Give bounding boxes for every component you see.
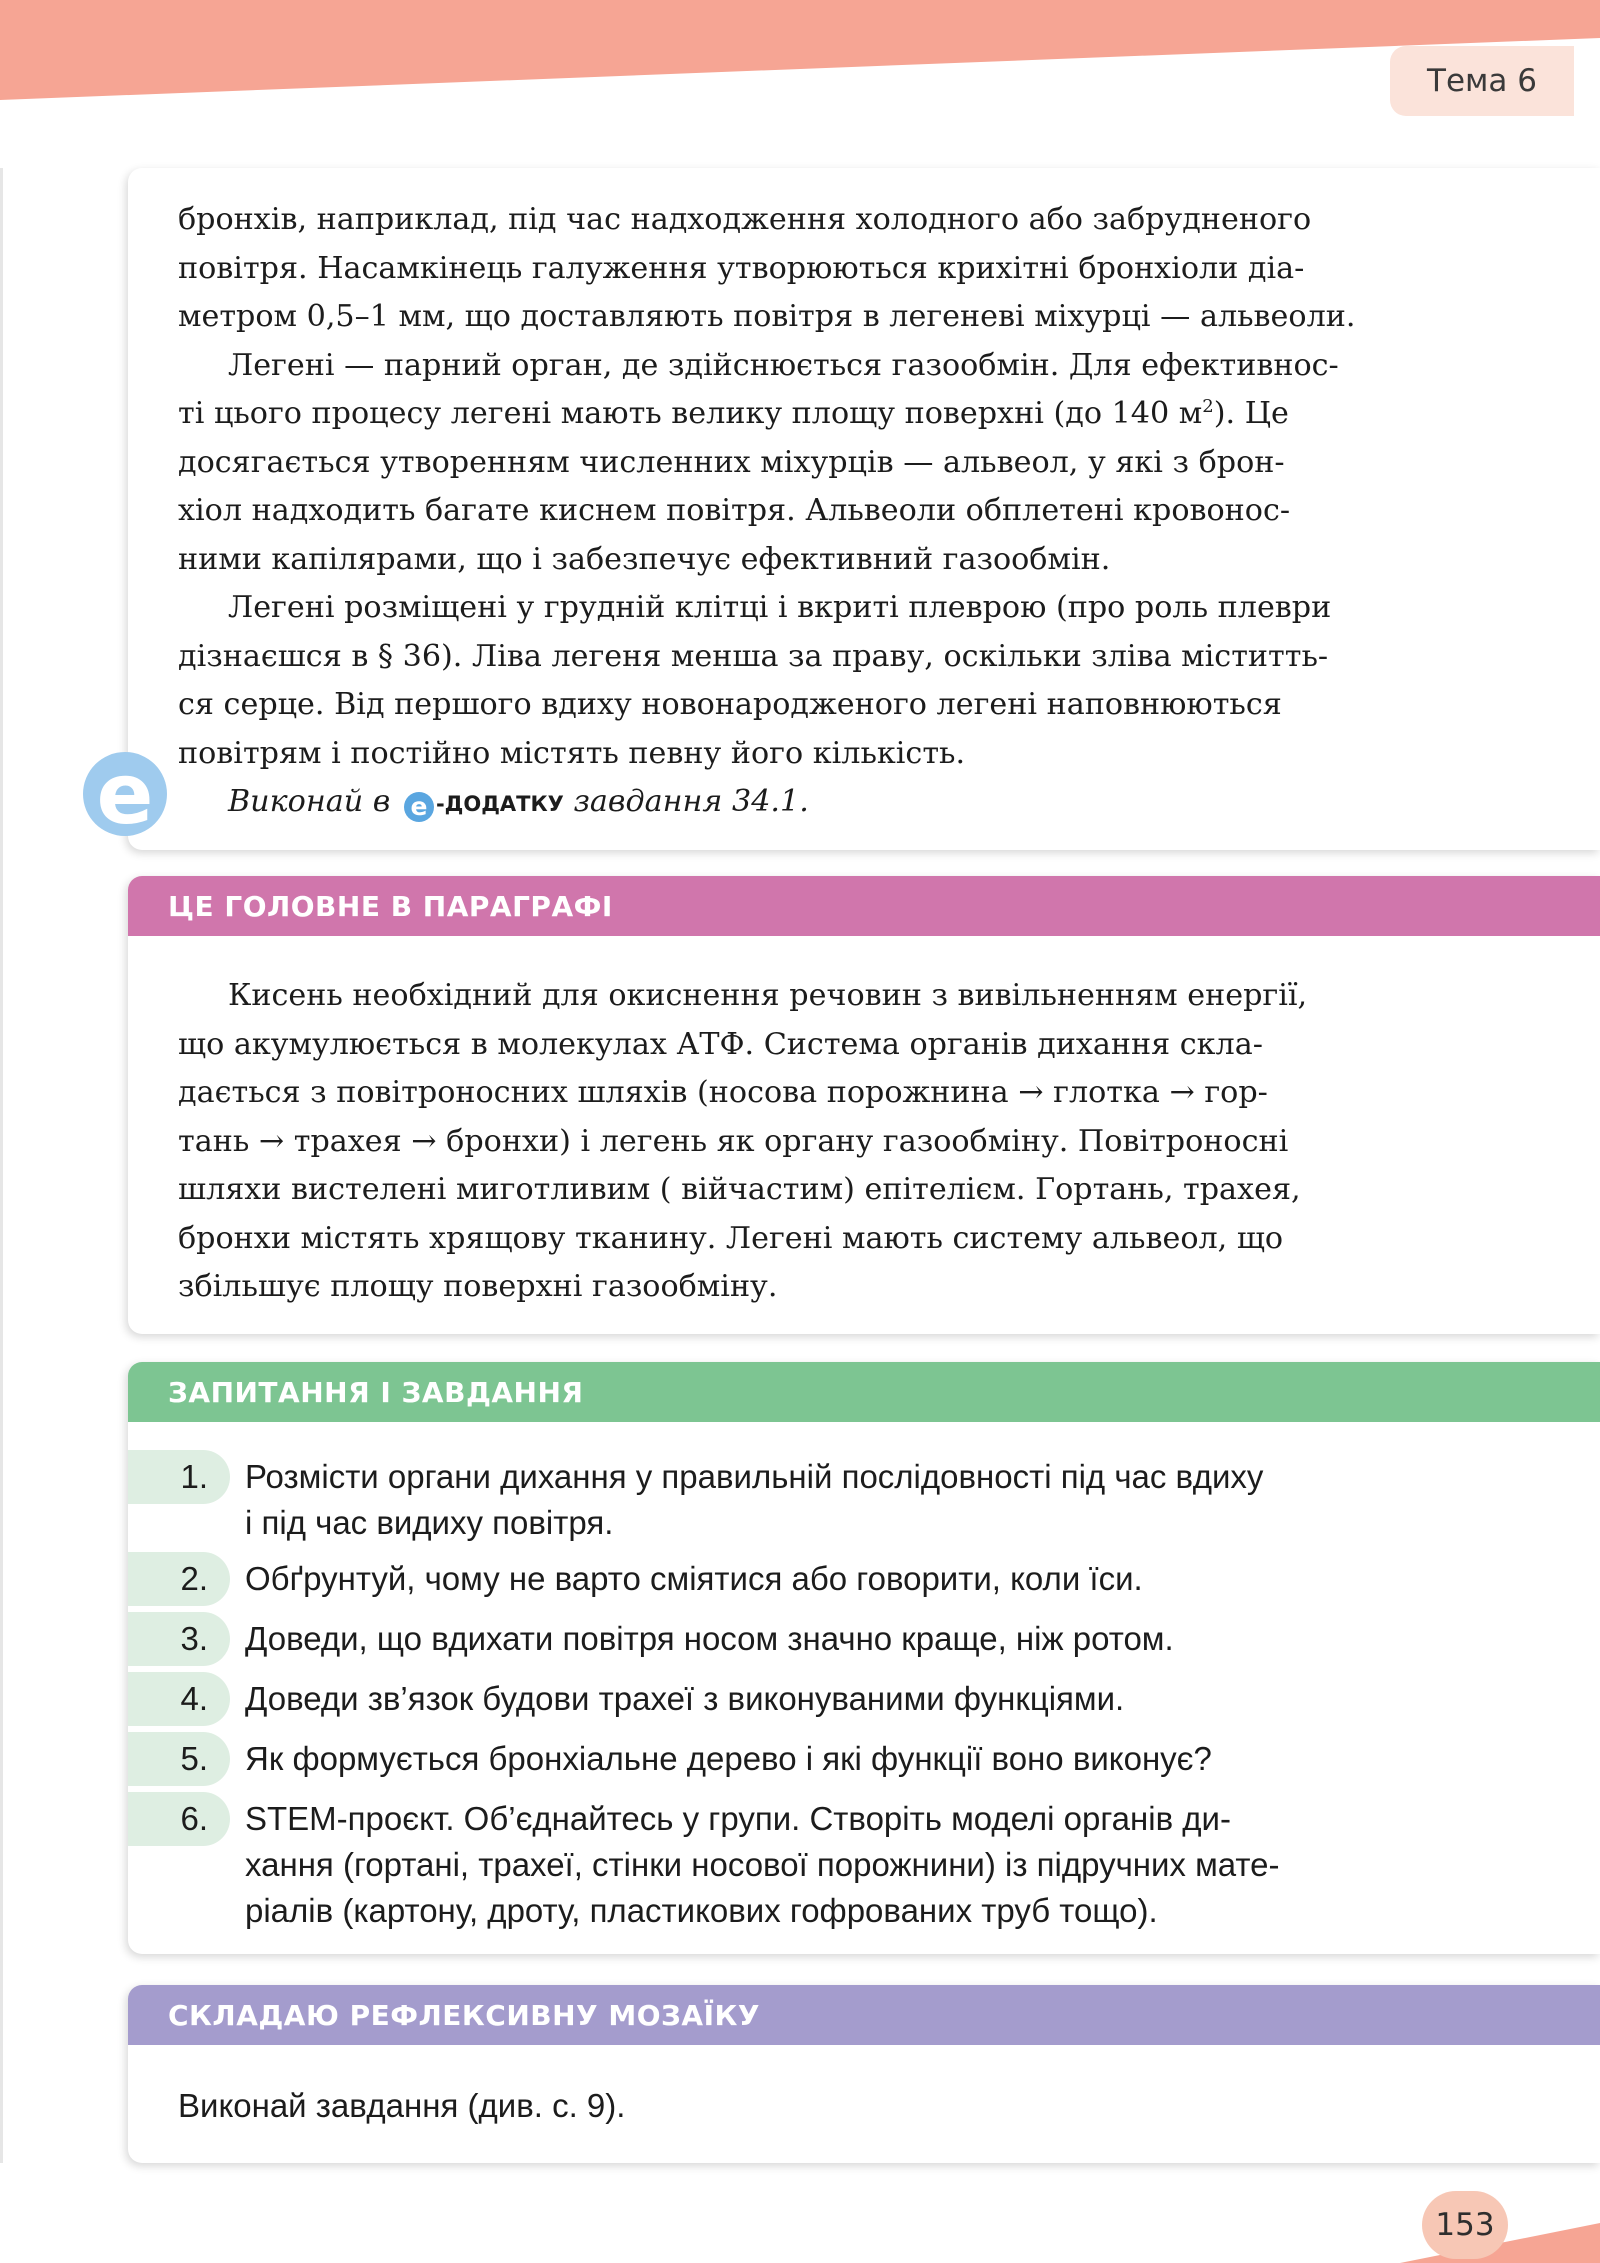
text-line: бронхи містять хрящову тканину. Легені мають систему альвеол, що	[178, 1220, 1284, 1256]
question-number: 4.	[128, 1672, 230, 1726]
question-number: 5.	[128, 1732, 230, 1786]
task-text: Виконай в	[228, 784, 391, 819]
text-line: ріалів (картону, дроту, пластикових гофрованих труб тощо).	[245, 1892, 1158, 1929]
question-item	[128, 1610, 1600, 1670]
page-edge-divider	[0, 168, 3, 2163]
text-line: Доведи зв’язок будови трахеї з виконуваними функціями.	[245, 1680, 1125, 1717]
text-line: досягається утворенням численних міхурців — альвеол, у які з брон-	[178, 444, 1285, 480]
text-line: хання (гортані, трахеї, стінки носової порожнини) із підручних мате-	[245, 1846, 1280, 1883]
question-number: 6.	[128, 1792, 230, 1846]
top-decorative-band	[0, 0, 1600, 100]
question-number: 2.	[128, 1552, 230, 1606]
question-item	[128, 1550, 1600, 1610]
question-text	[245, 1448, 1455, 1546]
question-number: 1.	[128, 1450, 230, 1504]
reflection-card	[128, 1985, 1600, 2163]
question-text	[245, 1730, 1455, 1782]
e-supplement-badge-icon: e	[83, 752, 167, 836]
text-line: повітрям і постійно містять певну його кількість.	[178, 735, 966, 771]
text-line: Як формується бронхіальне дерево і які функції воно виконує?	[245, 1740, 1212, 1777]
main-text-card	[128, 168, 1600, 850]
e-supplement-icon[interactable]: e	[404, 792, 434, 822]
questions-heading: ЗАПИТАННЯ І ЗАВДАННЯ	[128, 1362, 1600, 1422]
text-line: що акумулюється в молекулах АТФ. Система органів дихання скла-	[178, 1026, 1263, 1062]
main-text	[178, 196, 1456, 829]
questions-card	[128, 1362, 1600, 1954]
text-line: Розмісти органи дихання у правильній послідовності під час вдиху	[245, 1458, 1264, 1495]
text-line: метром 0,5–1 мм, що доставляють повітря в легеневі міхурці — альвеоли.	[178, 299, 1356, 334]
text-line: Легені — парний орган, де здійснюється газообмін. Для ефективнос-	[228, 347, 1339, 383]
text-line-with-superscript	[178, 390, 1456, 439]
text-line: збільшує площу поверхні газообміну.	[178, 1269, 778, 1304]
reflection-heading: СКЛАДАЮ РЕФЛЕКСИВНУ МОЗАЇКУ	[128, 1985, 1600, 2045]
question-text	[245, 1670, 1455, 1722]
question-text	[245, 1550, 1455, 1602]
reflection-text: Виконай завдання (див. с. 9).	[178, 2087, 626, 2124]
topic-label: Тема 6	[1390, 46, 1574, 116]
text-segment: ). Це	[1213, 396, 1289, 431]
text-line: і під час видиху повітря.	[245, 1504, 614, 1541]
text-line: тань → трахея → бронхи) і легень як органу газообміну. Повітроносні	[178, 1123, 1289, 1159]
question-text	[245, 1790, 1455, 1934]
question-number: 3.	[128, 1612, 230, 1666]
text-line: дізнаєшся в § 36). Ліва легеня менша за праву, оскільки зліва міститть-	[178, 638, 1329, 674]
question-text	[245, 1610, 1455, 1662]
text-line: Доведи, що вдихати повітря носом значно краще, ніж ротом.	[245, 1620, 1174, 1657]
question-item	[128, 1790, 1600, 1930]
summary-text	[178, 972, 1456, 1312]
text-line: ними капілярами, що і забезпечує ефективний газообмін.	[178, 541, 1111, 577]
text-line: ся серце. Від першого вдиху новонародженого легені наповнюються	[178, 687, 1282, 722]
question-item	[128, 1670, 1600, 1730]
page-number: 153	[1422, 2191, 1508, 2259]
text-line: шляхи вистелені миготливим ( війчастим) епітелієм. Гортань, трахея,	[178, 1172, 1301, 1207]
supplement-link[interactable]: -ДОДАТКУ	[435, 792, 564, 816]
task-text: завдання 34.1.	[573, 784, 809, 819]
text-line: Обґрунтуй, чому не варто сміятися або говорити, коли їси.	[245, 1560, 1143, 1597]
e-task-line	[178, 778, 1456, 829]
text-line: STEM-проєкт. Об’єднайтесь у групи. Створіть моделі органів ди-	[245, 1800, 1231, 1837]
summary-card	[128, 876, 1600, 1334]
text-line: Кисень необхідний для окиснення речовин з вивільненням енергії,	[228, 978, 1308, 1013]
text-line: бронхів, наприклад, під час надходження холодного або забрудненого	[178, 202, 1312, 237]
superscript: 2	[1202, 395, 1214, 417]
question-item	[128, 1448, 1600, 1550]
text-line: дається з повітроносних шляхів (носова порожнина → глотка → гор-	[178, 1075, 1268, 1110]
text-line: Легені розміщені у грудній клітці і вкриті плеврою (про роль плеври	[228, 590, 1332, 625]
summary-heading: ЦЕ ГОЛОВНЕ В ПАРАГРАФІ	[128, 876, 1600, 936]
questions-list	[128, 1448, 1600, 1930]
text-line: хіол надходить багате киснем повітря. Альвеоли обплетені кровонос-	[178, 493, 1291, 528]
text-line: повітря. Насамкінець галуження утворюються крихітні бронхіоли діа-	[178, 250, 1305, 286]
question-item	[128, 1730, 1600, 1790]
text-segment: ті цього процесу легені мають велику площу поверхні (до 140 м	[178, 396, 1203, 431]
